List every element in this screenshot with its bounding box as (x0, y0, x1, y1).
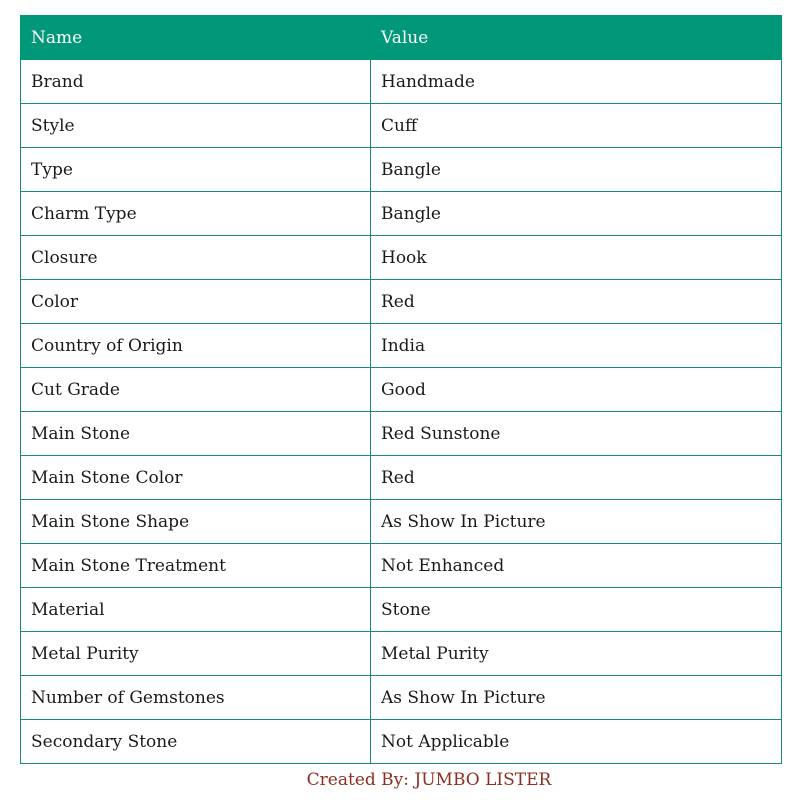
footer-credit: Created By: JUMBO LISTER (306, 770, 552, 790)
row-value-cell: Cuff (371, 104, 782, 148)
table-row (21, 544, 782, 588)
table-row (21, 60, 782, 104)
table-row (21, 500, 782, 544)
table-row (21, 148, 782, 192)
column-header-name: Name (21, 16, 371, 60)
row-value-cell: Good (371, 368, 782, 412)
row-name-cell: Country of Origin (21, 324, 371, 368)
row-value-cell: Stone (371, 588, 782, 632)
table-row (21, 368, 782, 412)
row-name-cell: Main Stone Color (21, 456, 371, 500)
row-name-cell: Main Stone Shape (21, 500, 371, 544)
row-name-cell: Main Stone Treatment (21, 544, 371, 588)
row-name-cell: Color (21, 280, 371, 324)
row-name-cell: Type (21, 148, 371, 192)
row-value-cell: Red (371, 456, 782, 500)
row-name-cell: Secondary Stone (21, 720, 371, 764)
row-value-cell: Red (371, 280, 782, 324)
row-value-cell: Bangle (371, 148, 782, 192)
row-name-cell: Main Stone (21, 412, 371, 456)
table-row (21, 192, 782, 236)
table-row (21, 456, 782, 500)
row-value-cell: India (371, 324, 782, 368)
table-row (21, 720, 782, 764)
row-name-cell: Closure (21, 236, 371, 280)
row-value-cell: Handmade (371, 60, 782, 104)
table-row (21, 588, 782, 632)
table-row (21, 676, 782, 720)
row-name-cell: Charm Type (21, 192, 371, 236)
table-row (21, 412, 782, 456)
row-name-cell: Material (21, 588, 371, 632)
row-value-cell: As Show In Picture (371, 500, 782, 544)
table-row (21, 324, 782, 368)
table-header-row (21, 16, 782, 60)
row-name-cell: Metal Purity (21, 632, 371, 676)
row-value-cell: As Show In Picture (371, 676, 782, 720)
row-value-cell: Not Enhanced (371, 544, 782, 588)
row-value-cell: Hook (371, 236, 782, 280)
row-value-cell: Not Applicable (371, 720, 782, 764)
row-name-cell: Style (21, 104, 371, 148)
row-value-cell: Red Sunstone (371, 412, 782, 456)
table-row (21, 104, 782, 148)
row-name-cell: Brand (21, 60, 371, 104)
row-name-cell: Cut Grade (21, 368, 371, 412)
column-header-value: Value (371, 16, 782, 60)
table-row (21, 236, 782, 280)
item-specifics-table (20, 15, 782, 764)
row-value-cell: Bangle (371, 192, 782, 236)
table-row (21, 632, 782, 676)
row-name-cell: Number of Gemstones (21, 676, 371, 720)
table-row (21, 280, 782, 324)
row-value-cell: Metal Purity (371, 632, 782, 676)
